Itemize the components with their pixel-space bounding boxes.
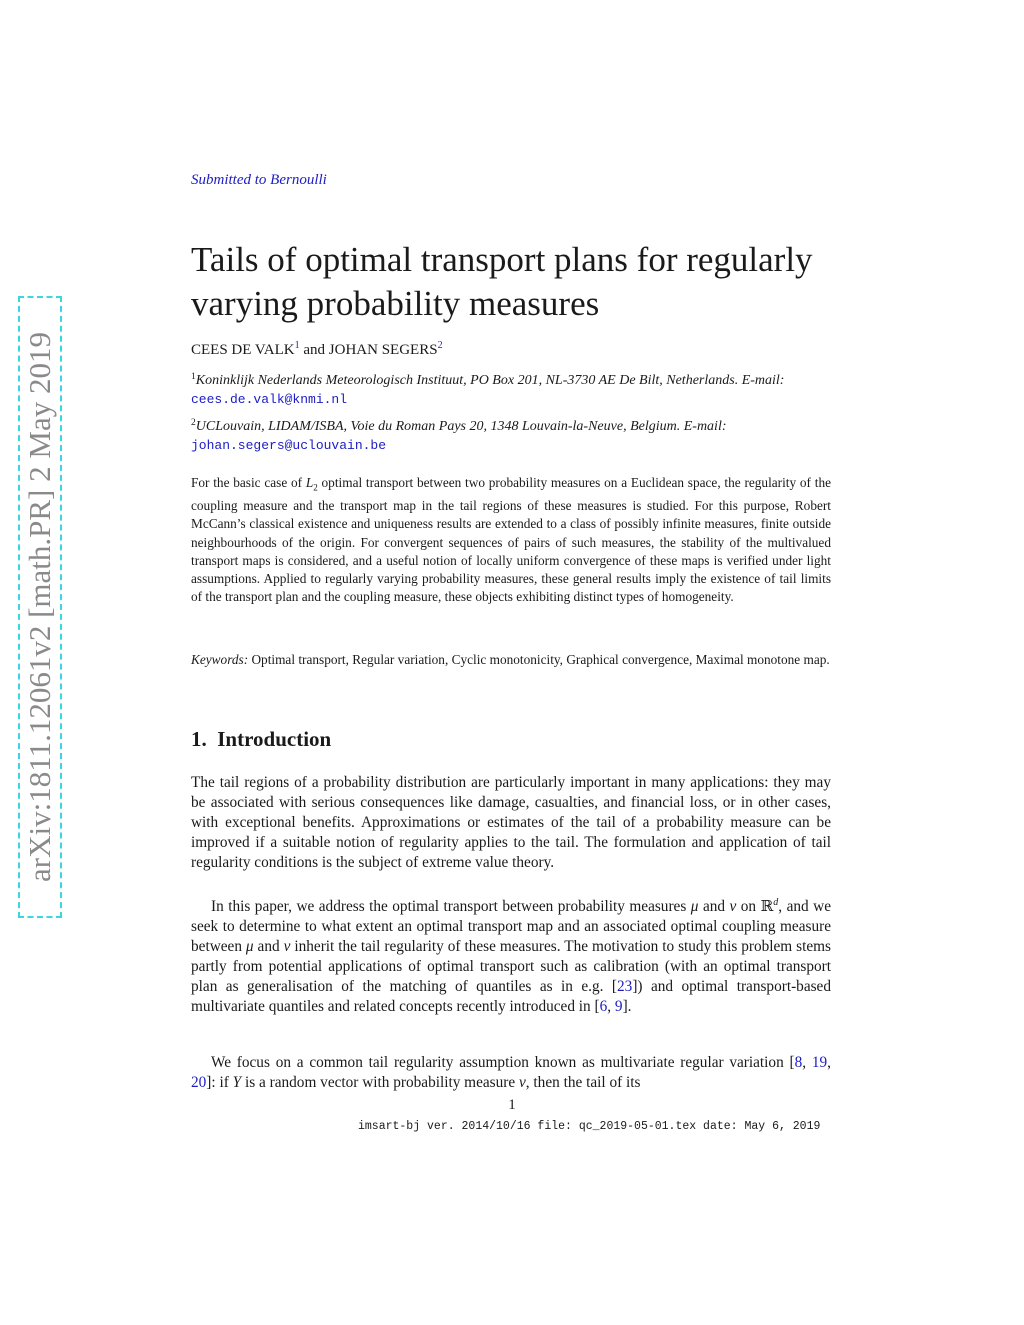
citation-6[interactable]: 6 [599,998,608,1016]
affiliation-1-email-label: E-mail: [741,373,785,388]
page-number: 1 [508,1097,516,1113]
section-number: 1. [191,727,207,751]
author-1: CEES DE VALK [191,342,295,358]
section-heading [191,727,331,752]
affiliation-1 [191,368,831,409]
section-title: Introduction [217,727,332,751]
math-L: L [305,475,314,490]
affiliation-2-email-label: E-mail: [683,419,727,434]
intro-paragraph-1: The tail regions of a probability distribution are particularly important in many applications: they may be associated with serious consequences like damage, casualties, and financial loss, or in other cases, with exceptional benefits. Approximations or estimates of the tail of a probability measure can be improved if a suitable notion of regularity applies to the tail. The formulation and application of tail regularity conditions is the subject of extreme value theory. [191,774,831,871]
paper-title: Tails of optimal transport plans for regularly varying probability measures [191,240,813,323]
author-1-affil-ref[interactable]: 1 [294,340,300,351]
abstract: For the basic case of $L_2$ optimal transport between two probability measures on a Euclidean space, the regularity of the coupling measure and the transport map in the tail regions of these measures is studied. For this purpose, Robert McCann’s classical existence and uniqueness results are extended to a class of possibly infinite measures, finite outside neighbourhoods of the origin. For convergent sequences of pairs of such measures, the stability of the multivalued transport maps is considered, and a useful notion of locally uniform convergence of these maps is verified under light assumptions. Applied to regularly varying probability measures, these general results imply the existence of tail limits of the transport plan and the coupling measure, these objects exhibiting distinct types of homogeneity. [191,475,831,605]
keywords [191,651,831,669]
affiliation-1-marker: 1 [191,372,196,382]
citation-23[interactable]: 23 [617,978,633,996]
author-line [191,340,443,359]
footer-metadata: imsart-bj ver. 2014/10/16 file: qc_2019-05-01.tex date: May 6, 2019 [358,1120,821,1133]
affiliation-2-marker: 2 [191,418,196,428]
intro-paragraph-3: We focus on a common tail regularity assumption known as multivariate regular variation [8, 19, 20]: if Y is a random vector with probability measure ν, then the tail of its [191,1054,831,1091]
author-connector: and [303,342,326,358]
arxiv-stamp[interactable]: arXiv:1811.12061v2 [math.PR] 2 May 2019 [22,332,57,882]
citation-19[interactable]: 19 [811,1054,828,1071]
affiliation-1-email[interactable]: cees.de.valk@knmi.nl [191,392,348,407]
citation-8[interactable]: 8 [794,1054,803,1071]
intro-paragraph-2: In this paper, we address the optimal transport between probability measures μ and ν on ℝ$^d$, and we seek to determine to what extent an optimal transport map and an associated optimal coupling measure between μ and ν inherit the tail regularity of these measures. The motivation to study this problem stems partly from potential applications of optimal transport such as calibration (with an optimal transport plan as generalisation of the matching of quantiles as in e.g. [23]) and optimal transport-based multivariate quantiles and related concepts recently introduced in [6, 9]. [191,897,832,1016]
journal-note[interactable]: Submitted to Bernoulli [191,172,327,188]
affiliation-2-email[interactable]: johan.segers@uclouvain.be [191,438,387,453]
keywords-text: Optimal transport, Regular variation, Cyclic monotonicity, Graphical convergence, Maximal monotone map. [248,652,830,667]
author-2: JOHAN SEGERS [328,342,438,358]
citation-9[interactable]: 9 [614,998,623,1016]
citation-20[interactable]: 20 [191,1074,207,1091]
keywords-label: Keywords: [191,652,249,667]
affiliation-1-text: Koninklijk Nederlands Meteorologisch Instituut, PO Box 201, NL-3730 AE De Bilt, Netherlands. [195,373,739,388]
affiliation-2-text: UCLouvain, LIDAM/ISBA, Voie du Roman Pays 20, 1348 Louvain-la-Neuve, Belgium. [195,419,681,434]
author-2-affil-ref[interactable]: 2 [437,340,443,351]
affiliation-2 [191,414,831,455]
